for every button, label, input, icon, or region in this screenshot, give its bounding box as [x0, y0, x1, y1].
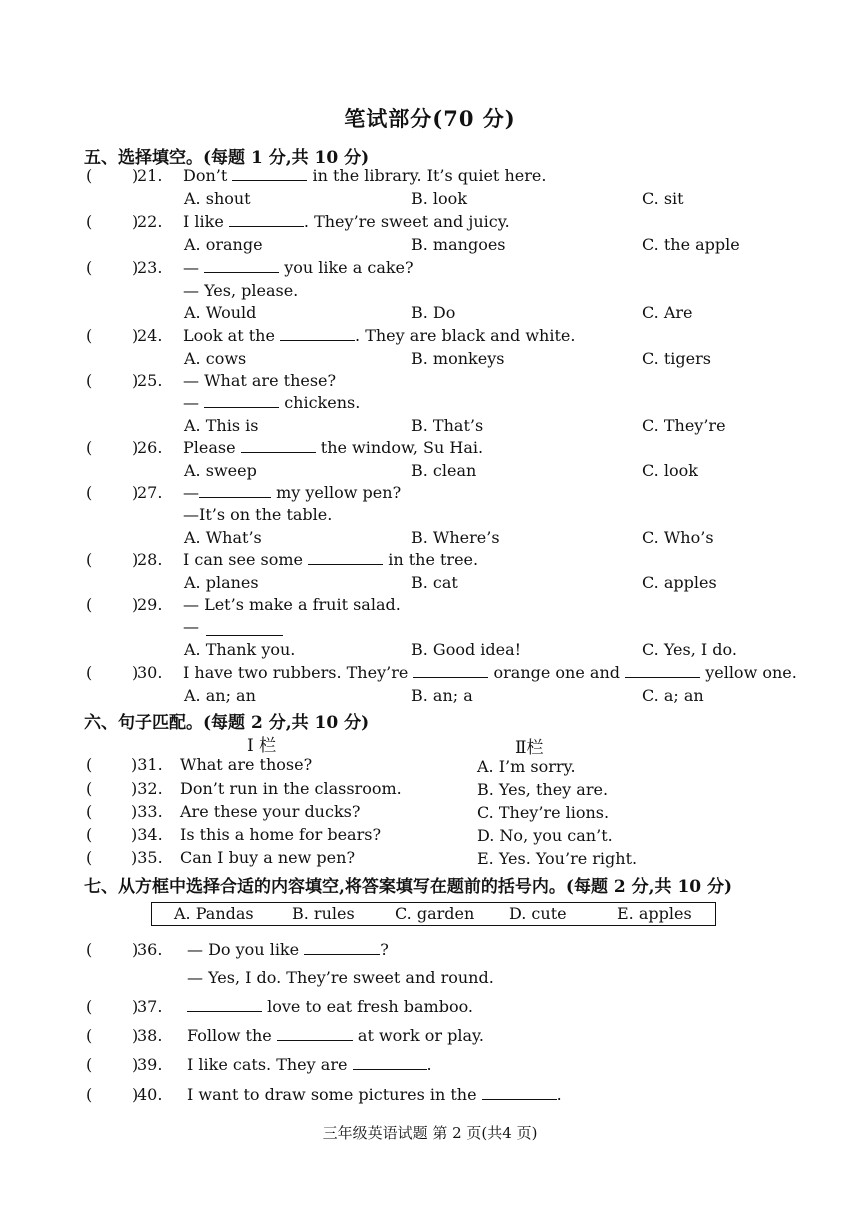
match-question: Are these your ducks?: [180, 802, 361, 821]
question-37: love to eat fresh bamboo.: [187, 997, 473, 1016]
option-c: C. a; an: [642, 686, 704, 705]
question-29-reply: —: [183, 617, 199, 636]
word-bank-item: B. rules: [292, 904, 355, 923]
word-bank-item: D. cute: [509, 904, 567, 923]
answer-paren[interactable]: ( ): [86, 997, 139, 1016]
option-a: A. shout: [184, 189, 251, 208]
question-25-reply: — chickens.: [183, 393, 361, 412]
question-number: 27.: [137, 483, 163, 502]
option-c: C. Are: [642, 303, 693, 322]
blank[interactable]: [625, 663, 700, 678]
match-number: )33.: [131, 802, 163, 821]
question-number: 40.: [137, 1085, 163, 1104]
answer-paren[interactable]: ( ): [86, 258, 139, 277]
match-number: )34.: [131, 825, 163, 844]
question-22: I like . They’re sweet and juicy.: [183, 212, 510, 231]
word-bank-item: C. garden: [395, 904, 475, 923]
match-answer: A. I’m sorry.: [477, 757, 576, 776]
match-number: )31.: [131, 755, 163, 774]
option-a: A. What’s: [184, 528, 262, 547]
question-number: 39.: [137, 1055, 163, 1074]
answer-paren[interactable]: ( ): [86, 595, 139, 614]
option-b: B. look: [411, 189, 468, 208]
option-a: A. an; an: [184, 686, 256, 705]
match-number: )35.: [131, 848, 163, 867]
option-c: C. apples: [642, 573, 717, 592]
question-28: I can see some in the tree.: [183, 550, 479, 569]
match-question: Can I buy a new pen?: [180, 848, 356, 867]
answer-paren[interactable]: ( ): [86, 166, 139, 185]
blank[interactable]: [204, 258, 279, 273]
word-bank-item: A. Pandas: [174, 904, 254, 923]
blank[interactable]: [229, 212, 304, 227]
blank[interactable]: [413, 663, 488, 678]
question-number: 37.: [137, 997, 163, 1016]
option-a: A. Thank you.: [184, 640, 296, 659]
question-number: 25.: [137, 371, 163, 390]
option-b: B. Good idea!: [411, 640, 522, 659]
question-number: 23.: [137, 258, 163, 277]
option-b: B. Where’s: [411, 528, 500, 547]
answer-paren[interactable]: (: [86, 802, 93, 821]
blank[interactable]: [206, 621, 283, 636]
question-30: I have two rubbers. They’re orange one and yellow one.: [183, 663, 797, 682]
question-26: Please the window, Su Hai.: [183, 438, 484, 457]
option-b: B. That’s: [411, 416, 484, 435]
option-a: A. cows: [184, 349, 247, 368]
match-answer: B. Yes, they are.: [477, 780, 609, 799]
question-39: I like cats. They are .: [187, 1055, 432, 1074]
answer-paren[interactable]: ( ): [86, 326, 139, 345]
option-c: C. look: [642, 461, 698, 480]
option-a: A. This is: [184, 416, 259, 435]
question-29: — Let’s make a fruit salad.: [183, 595, 401, 614]
option-b: B. an; a: [411, 686, 473, 705]
answer-paren[interactable]: ( ): [86, 940, 139, 959]
question-36-reply: — Yes, I do. They’re sweet and round.: [187, 968, 494, 987]
word-bank-item: E. apples: [617, 904, 692, 923]
section-6-heading: 六、句子匹配。(每题 2 分,共 10 分): [84, 713, 370, 733]
section-7-heading: 七、从方框中选择合适的内容填空,将答案填写在题前的括号内。(每题 2 分,共 10 分): [84, 877, 733, 897]
answer-paren[interactable]: ( ): [86, 1055, 139, 1074]
question-number: 28.: [137, 550, 163, 569]
option-c: C. They’re: [642, 416, 726, 435]
answer-paren[interactable]: (: [86, 755, 93, 774]
question-number: 24.: [137, 326, 163, 345]
answer-paren[interactable]: (: [86, 779, 93, 798]
question-number: 29.: [137, 595, 163, 614]
section-5-heading: 五、选择填空。(每题 1 分,共 10 分): [84, 148, 370, 168]
option-b: B. cat: [411, 573, 458, 592]
option-b: B. monkeys: [411, 349, 505, 368]
blank[interactable]: [204, 393, 279, 408]
question-number: 21.: [137, 166, 163, 185]
question-21: Don’t in the library. It’s quiet here.: [183, 166, 547, 185]
match-answer: E. Yes. You’re right.: [477, 849, 638, 868]
option-c: C. Yes, I do.: [642, 640, 737, 659]
question-number: 30.: [137, 663, 163, 682]
question-27: — my yellow pen?: [183, 483, 402, 502]
blank[interactable]: [241, 438, 316, 453]
question-27-reply: —It’s on the table.: [183, 505, 333, 524]
blank[interactable]: [353, 1055, 427, 1070]
column-1-header: Ⅰ 栏: [247, 736, 277, 756]
option-c: C. sit: [642, 189, 684, 208]
question-23: — you like a cake?: [183, 258, 414, 277]
blank[interactable]: [199, 483, 271, 498]
question-number: 36.: [137, 940, 163, 959]
question-36: — Do you like ?: [187, 940, 389, 959]
column-2-header: Ⅱ栏: [515, 738, 544, 758]
word-bank-box: [151, 902, 716, 926]
answer-paren[interactable]: ( ): [86, 1085, 139, 1104]
blank[interactable]: [304, 940, 380, 955]
blank[interactable]: [308, 550, 383, 565]
match-answer: C. They’re lions.: [477, 803, 610, 822]
answer-paren[interactable]: ( ): [86, 212, 139, 231]
page-footer: 三年级英语试题 第 2 页(共4 页): [322, 1124, 538, 1142]
blank[interactable]: [482, 1085, 557, 1100]
option-b: B. clean: [411, 461, 477, 480]
answer-paren[interactable]: ( ): [86, 1026, 139, 1045]
question-number: 26.: [137, 438, 163, 457]
question-25: — What are these?: [183, 371, 337, 390]
option-b: B. Do: [411, 303, 456, 322]
option-c: C. the apple: [642, 235, 740, 254]
answer-paren[interactable]: ( ): [86, 438, 139, 457]
question-23-reply: — Yes, please.: [183, 281, 299, 300]
match-number: )32.: [131, 779, 163, 798]
blank[interactable]: [277, 1026, 353, 1041]
blank[interactable]: [280, 326, 355, 341]
page-title: 笔试部分(70 分): [344, 106, 516, 131]
question-40: I want to draw some pictures in the .: [187, 1085, 562, 1104]
match-question: Don’t run in the classroom.: [180, 779, 402, 798]
answer-paren[interactable]: ( ): [86, 483, 139, 502]
option-c: C. Who’s: [642, 528, 714, 547]
question-number: 22.: [137, 212, 163, 231]
answer-paren[interactable]: ( ): [86, 663, 139, 682]
option-b: B. mangoes: [411, 235, 506, 254]
option-a: A. sweep: [184, 461, 257, 480]
question-24: Look at the . They are black and white.: [183, 326, 576, 345]
answer-paren[interactable]: ( ): [86, 371, 139, 390]
match-answer: D. No, you can’t.: [477, 826, 613, 845]
option-a: A. orange: [184, 235, 263, 254]
question-38: Follow the at work or play.: [187, 1026, 484, 1045]
answer-paren[interactable]: (: [86, 825, 93, 844]
blank[interactable]: [232, 166, 307, 181]
question-number: 38.: [137, 1026, 163, 1045]
option-a: A. Would: [184, 303, 257, 322]
option-c: C. tigers: [642, 349, 711, 368]
answer-paren[interactable]: ( ): [86, 550, 139, 569]
match-question: What are those?: [180, 755, 313, 774]
match-question: Is this a home for bears?: [180, 825, 382, 844]
blank[interactable]: [187, 997, 262, 1012]
option-a: A. planes: [184, 573, 259, 592]
answer-paren[interactable]: (: [86, 848, 93, 867]
